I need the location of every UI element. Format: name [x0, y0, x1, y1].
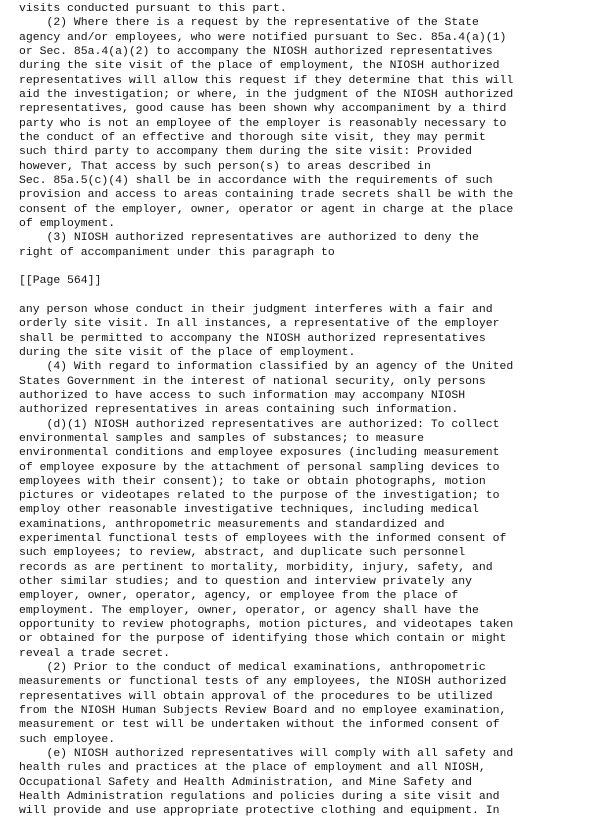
text-line: States Government in the interest of national security, only persons [19, 374, 486, 388]
paragraph-block-before-page-break [19, 2, 599, 260]
text-line: during the site visit of the place of employment. [19, 345, 356, 359]
document-page [19, 2, 599, 819]
text-line: environmental samples and samples of substances; to measure [19, 431, 424, 445]
text-line: Health Administration regulations and policies during a site visit and [19, 790, 500, 804]
text-line: from the NIOSH Human Subjects Review Board and no employee examination, [19, 704, 507, 718]
text-line: the conduct of an effective and thorough site visit, they may permit [19, 130, 486, 144]
text-line: such third party to accompany them during the site visit: Provided [19, 145, 472, 159]
text-line: measurements or functional tests of any employees, the NIOSH authorized [19, 675, 507, 689]
text-line: provision and access to areas containing trade secrets shall be with the [19, 188, 514, 202]
text-line: such employee. [19, 732, 116, 746]
text-line: examinations, anthropometric measurements and standardized and [19, 517, 445, 531]
text-line: (4) With regard to information classified by an agency of the United [19, 360, 514, 374]
text-line: visits conducted pursuant to this part. [19, 2, 287, 15]
text-line: authorized representatives in areas containing such information. [19, 403, 459, 417]
text-line: orderly site visit. In all instances, a representative of the employer [19, 317, 500, 331]
text-line: aid the investigation; or where, in the judgment of the NIOSH authorized [19, 87, 514, 101]
text-line: opportunity to review photographs, motion pictures, and videotapes taken [19, 618, 514, 632]
text-line: right of accompaniment under this paragraph to [19, 245, 335, 259]
text-line: of employee exposure by the attachment of personal sampling devices to [19, 460, 500, 474]
text-line: experimental functional tests of employees with the informed consent of [19, 532, 507, 546]
text-line: during the site visit of the place of employment, the NIOSH authorized [19, 59, 500, 73]
text-line: (e) NIOSH authorized representatives will comply with all safety and [19, 747, 514, 761]
blank-line [19, 289, 599, 303]
text-line: (3) NIOSH authorized representatives are authorized to deny the [19, 231, 479, 245]
text-line: party who is not an employee of the employer is reasonably necessary to [19, 116, 507, 130]
text-line: reveal a trade secret. [19, 646, 170, 660]
text-line: representatives, good cause has been shown why accompaniment by a third [19, 102, 507, 116]
text-line: environmental conditions and employee exposures (including measurement [19, 446, 500, 460]
text-line: or Sec. 85a.4(a)(2) to accompany the NIOSH authorized representatives [19, 44, 493, 58]
text-line: employer, owner, operator, agency, or employee from the place of [19, 589, 459, 603]
text-line: of employment. [19, 216, 116, 230]
text-line: (2) Where there is a request by the representative of the State [19, 16, 479, 30]
text-line: employees with their consent); to take or obtain photographs, motion [19, 474, 486, 488]
text-line: health rules and practices at the place of employment and all NIOSH, [19, 761, 486, 775]
text-line: (2) Prior to the conduct of medical examinations, anthropometric [19, 661, 486, 675]
blank-line [19, 260, 599, 274]
page-marker: [[Page 564]] [19, 274, 102, 288]
text-line: employ other reasonable investigative techniques, including medical [19, 503, 479, 517]
text-line: such employees; to review, abstract, and duplicate such personnel [19, 546, 466, 560]
text-line: any person whose conduct in their judgment interferes with a fair and [19, 302, 493, 316]
paragraph-block-after-page-break [19, 303, 599, 819]
text-line: representatives will obtain approval of the procedures to be utilized [19, 689, 493, 703]
text-line: shall be permitted to accompany the NIOSH authorized representatives [19, 331, 486, 345]
text-line: (d)(1) NIOSH authorized representatives are authorized: To collect [19, 417, 500, 431]
text-line: or obtained for the purpose of identifying those which contain or might [19, 632, 507, 646]
text-line: representatives will allow this request if they determine that this will [19, 73, 514, 87]
text-line: however, That access by such person(s) to areas described in [19, 159, 431, 173]
text-line: records as are pertinent to mortality, morbidity, injury, safety, and [19, 560, 493, 574]
text-line: Occupational Safety and Health Administration, and Mine Safety and [19, 775, 472, 789]
text-line: Sec. 85a.5(c)(4) shall be in accordance with the requirements of such [19, 173, 493, 187]
text-line: employment. The employer, owner, operator, or agency shall have the [19, 603, 479, 617]
text-line: consent of the employer, owner, operator or agent in charge at the place [19, 202, 514, 216]
text-line: will provide and use appropriate protective clothing and equipment. In [19, 804, 500, 818]
text-line: authorized to have access to such information may accompany NIOSH [19, 388, 466, 402]
text-line: agency and/or employees, who were notified pursuant to Sec. 85a.4(a)(1) [19, 30, 507, 44]
text-line: other similar studies; and to question and interview privately any [19, 575, 472, 589]
text-line: pictures or videotapes related to the purpose of the investigation; to [19, 489, 500, 503]
text-line: measurement or test will be undertaken without the informed consent of [19, 718, 500, 732]
